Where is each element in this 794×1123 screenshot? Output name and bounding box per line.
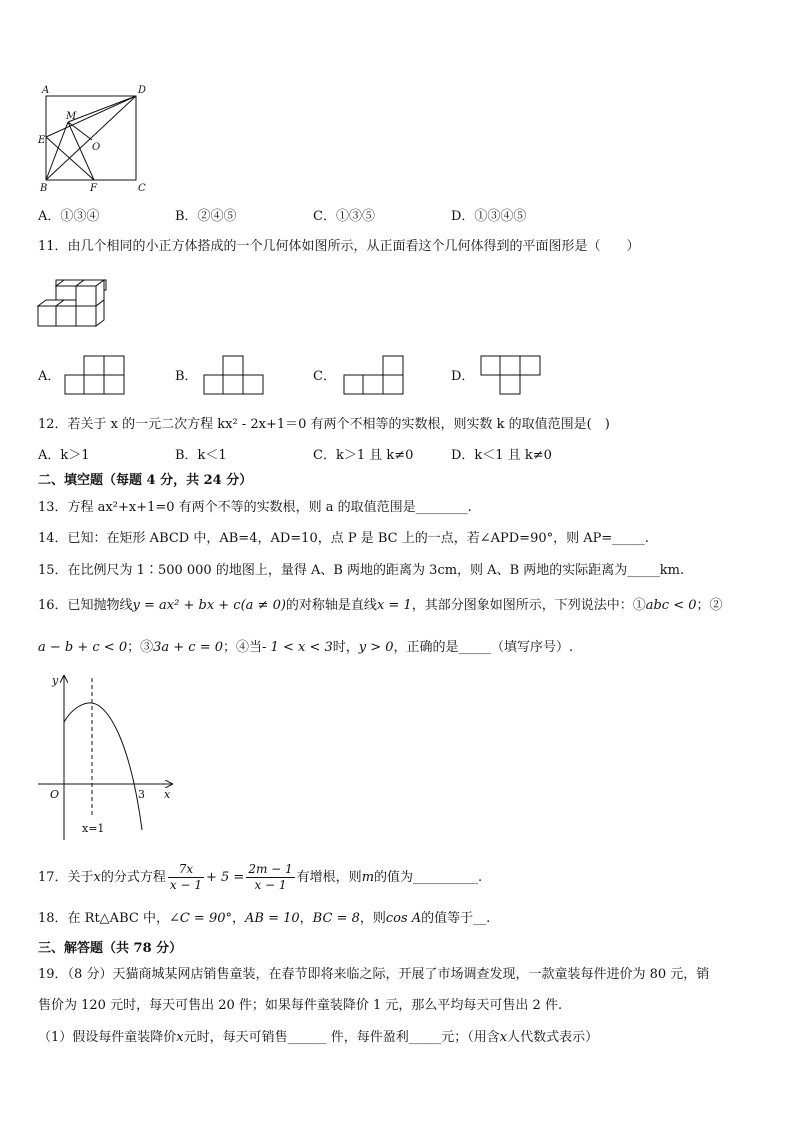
- q11-cubes-figure: [36, 278, 108, 332]
- parabola: [64, 703, 142, 830]
- q17-post: 有增根，则: [296, 870, 362, 885]
- q11-option-c-label: C．: [313, 369, 336, 384]
- q15-text: 15．在比例尺为 1∶500 000 的地图上，量得 A、B 两地的距离为 3cm，则 A、B 两地的实际距离为_____km.: [38, 563, 685, 578]
- q18-sep1: ，: [232, 911, 246, 926]
- label-D: D: [138, 85, 147, 96]
- q18-pre: 18．在 Rt△ABC 中，: [38, 911, 169, 926]
- q18-sep2: ，: [299, 911, 313, 926]
- q16-when: 时，: [332, 640, 359, 655]
- label-M: M: [66, 111, 77, 122]
- q16-post: ，其部分图象如图所示，下列说法中：①: [411, 598, 646, 613]
- q19-line-2: 售价为 120 元时，每天可售出 20 件；如果每件童装降价 1 元，那么平均每天可售出 2 件.: [38, 998, 563, 1013]
- label-A: A: [42, 85, 50, 96]
- q11-text: 11．由几个相同的小正方体搭成的一个几何体如图所示，从正面看这个几何体得到的平面图形是（ ）: [38, 239, 640, 254]
- q16-line1-end: ；②: [696, 598, 723, 613]
- q18-text: [38, 910, 490, 928]
- q11-option-c-figure: [343, 354, 405, 396]
- q12-option-b: B．k＜1: [175, 448, 227, 463]
- q18-post: ，则: [359, 911, 386, 926]
- q19-sub1-end: 人代数式表示）: [507, 1030, 599, 1045]
- label-O: O: [92, 142, 101, 153]
- q16-statement-2: a − b + c < 0: [38, 640, 128, 655]
- q17-f1-den: x − 1: [169, 878, 202, 892]
- q17-f2-den: x − 1: [254, 878, 287, 892]
- q17-var: x: [93, 870, 101, 885]
- q16-axis: x = 1: [376, 598, 412, 613]
- q16-parabola-graph: [36, 670, 186, 840]
- origin-label: O: [50, 788, 60, 801]
- q16-ypos: y > 0: [358, 640, 394, 655]
- q19-sub1-pre: （1）假设每件童装降价: [38, 1030, 177, 1045]
- q11-option-d-figure: [480, 354, 542, 396]
- q13-text: 13．方程 ax²+x+1=0 有两个不等的实数根，则 a 的取值范围是________.: [38, 500, 472, 515]
- section-2-heading: 二、填空题（每题 4 分，共 24 分）: [38, 473, 253, 488]
- q12-option-a: A．k＞1: [38, 448, 90, 463]
- q17-mid: 的分式方程: [100, 870, 166, 885]
- q16-mid: 的对称轴是直线: [285, 598, 377, 613]
- q10-option-b: B．②④⑤: [175, 209, 237, 224]
- q16-statement-1: abc < 0: [645, 598, 697, 613]
- y-axis-label: y: [52, 674, 59, 687]
- q17-f1-num: 7x: [168, 862, 204, 878]
- q17-pre: 17．关于: [38, 870, 94, 885]
- q16-end: ，正确的是_____（填写序号）.: [393, 640, 574, 655]
- q17-fraction-1: [168, 862, 204, 893]
- q17-text: [38, 860, 482, 896]
- q17-m: m: [361, 870, 375, 885]
- q12-text: 12．若关于 x 的一元二次方程 kx² - 2x+1＝0 有两个不相等的实数根，则实数 k 的取值范围是( ): [38, 417, 610, 432]
- q10-option-c: C．①③⑤: [313, 209, 375, 224]
- q17-f2-num: 2m − 1: [248, 862, 293, 876]
- q11-option-b-figure: [203, 354, 265, 396]
- label-E: E: [38, 135, 46, 146]
- q18-ab: AB = 10: [245, 911, 300, 926]
- q18-angle: ∠C = 90°: [168, 911, 232, 926]
- q16-line-2: [38, 639, 573, 657]
- root-label: 3: [138, 788, 145, 801]
- q16-pre: 16．已知抛物线: [38, 598, 133, 613]
- q19-sub1-x2: x: [499, 1030, 508, 1045]
- label-C: C: [138, 183, 146, 194]
- q16-statement-3: 3a + c = 0: [153, 640, 224, 655]
- q17-fraction-2: [246, 862, 294, 893]
- q12-option-c: C．k＞1 且 k≠0: [313, 448, 414, 463]
- q18-cos: cos A: [385, 911, 422, 926]
- q11-option-d-label: D．: [451, 369, 475, 384]
- q16-sep-3: ；③: [127, 640, 154, 655]
- label-B: B: [40, 183, 48, 194]
- q19-sub1-mid: 元时，每天可销售______ 件，每件盈利_____元；（用含: [183, 1030, 500, 1045]
- q16-equation: y = ax² + bx + c(a ≠ 0): [132, 598, 286, 613]
- q14-text: 14．已知：在矩形 ABCD 中，AB=4，AD=10，点 P 是 BC 上的一点，若∠APD=90°，则 AP=_____.: [38, 531, 649, 546]
- q16-sep-4: ；④当: [223, 640, 263, 655]
- q11-option-b-label: B．: [175, 369, 198, 384]
- x-axis-label: x: [164, 788, 171, 801]
- q10-option-a: A．①③④: [38, 209, 100, 224]
- q12-option-d: D．k＜1 且 k≠0: [451, 448, 552, 463]
- q17-plus: + 5 =: [206, 870, 245, 885]
- q18-bc: BC = 8: [312, 911, 360, 926]
- q19-sub-1: [38, 1029, 598, 1047]
- q10-option-d: D．①③④⑤: [451, 209, 527, 224]
- q18-end: 的值等于__.: [421, 911, 491, 926]
- symmetry-axis-label: x=1: [82, 822, 105, 835]
- q10-square-figure: [36, 82, 156, 194]
- q11-option-a-label: A．: [38, 369, 61, 384]
- q17-end: 的值为__________.: [374, 870, 483, 885]
- q19-sub1-x: x: [176, 1030, 184, 1045]
- label-F: F: [90, 183, 97, 194]
- q11-option-a-figure: [64, 354, 126, 396]
- section-3-heading: 三、解答题（共 78 分）: [38, 941, 183, 956]
- q16-interval: - 1 < x < 3: [262, 640, 333, 655]
- q16-line-1: [38, 597, 723, 615]
- q19-line-1: 19．（8 分）天猫商城某网店销售童装，在春节即将来临之际，开展了市场调查发现，一款童装每件进价为 80 元，销: [38, 967, 710, 982]
